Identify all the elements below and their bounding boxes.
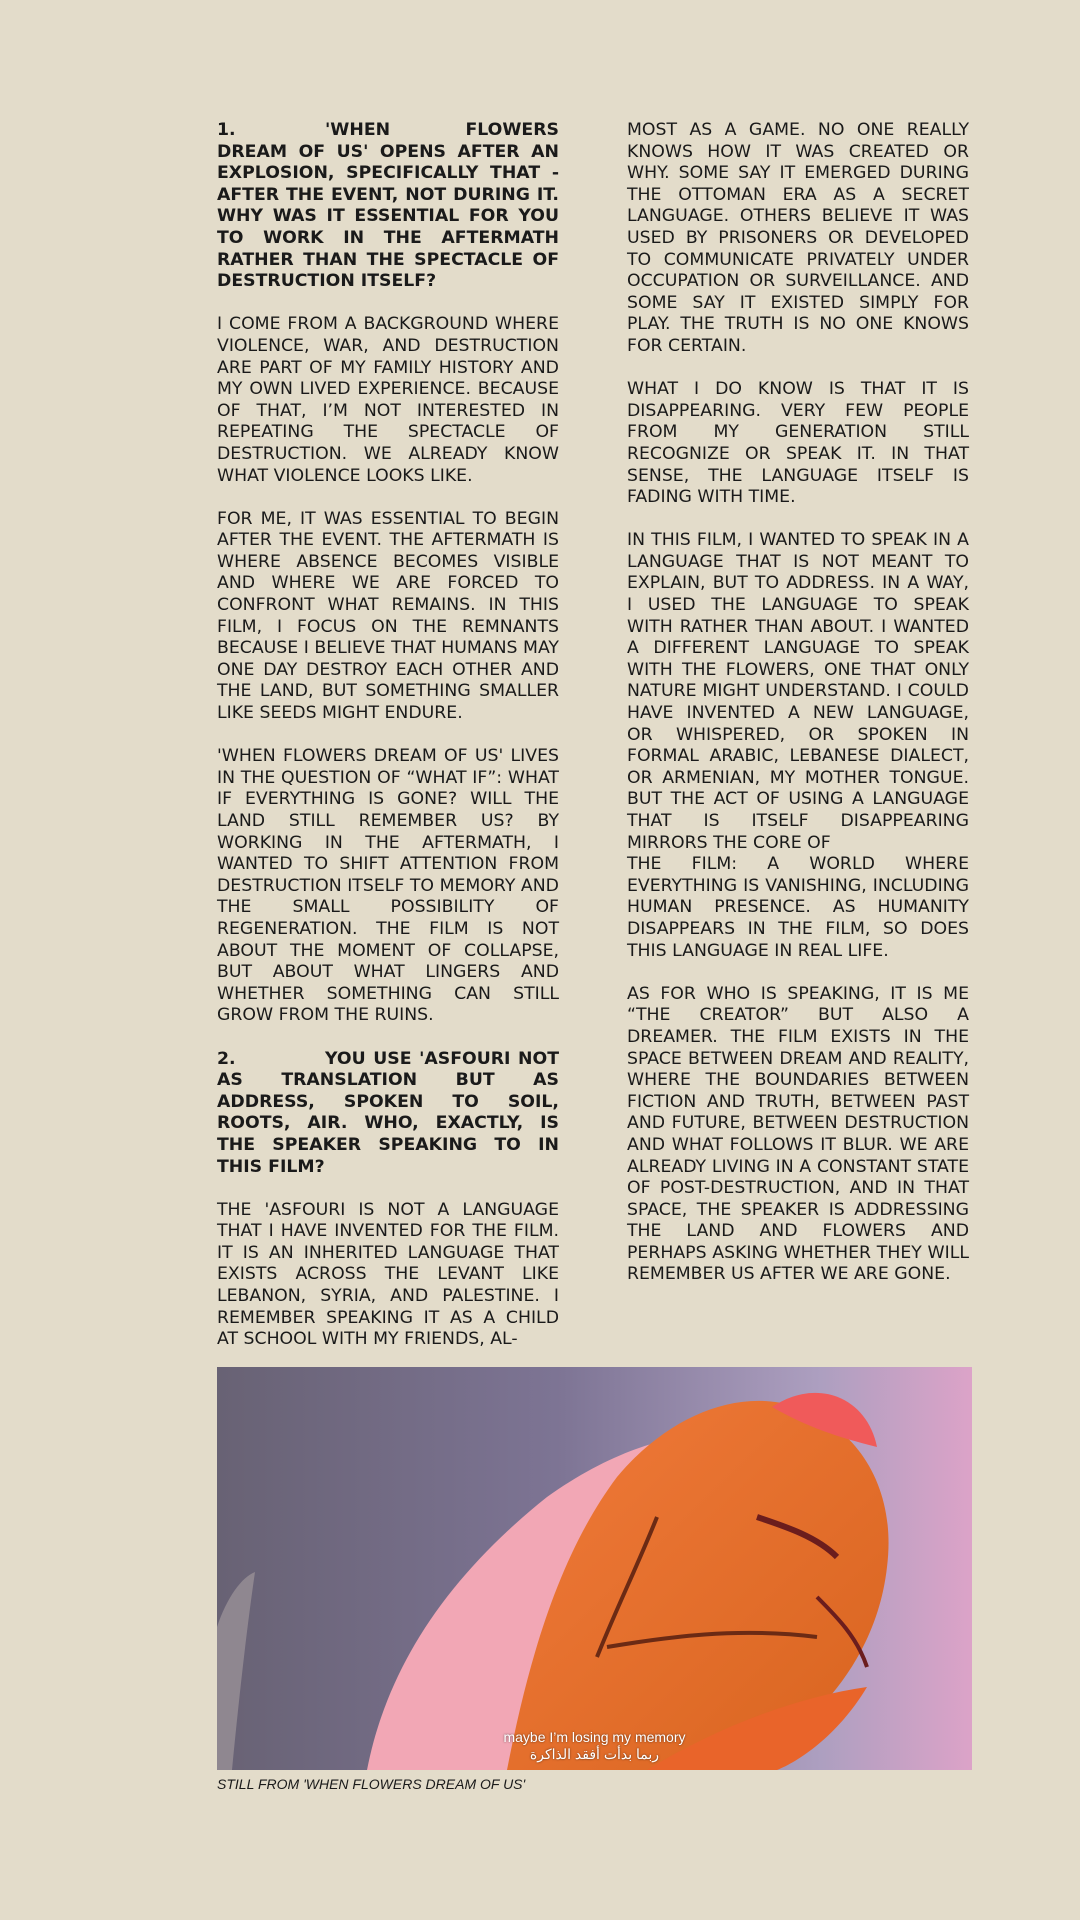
right-column	[627, 120, 969, 1308]
left-column	[217, 120, 559, 1372]
answer-paragraph: AS FOR WHO IS SPEAKING, IT IS ME “THE CREATOR” BUT ALSO A DREAMER. THE FILM EXISTS IN THE SPACE BETWEEN DREAM AND REALITY, WHERE THE BOUNDARIES BETWEEN FICTION AND TRUTH, BETWEEN PAST AND FUTURE, BETWEEN DESTRUCTION AND WHAT FOLLOWS IT BLUR. WE ARE ALREADY LIVING IN A CONSTANT STATE OF POST-DESTRUCTION, AND IN THAT SPACE, THE SPEAKER IS ADDRESSING THE LAND AND FLOWERS AND PERHAPS ASKING WHETHER THEY WILL REMEMBER US AFTER WE ARE GONE.	[627, 983, 969, 1285]
film-still	[217, 1367, 972, 1770]
answer-paragraph: 'WHEN FLOWERS DREAM OF US' LIVES IN THE QUESTION OF “WHAT IF”: WHAT IF EVERYTHING IS GONE? WILL THE LAND STILL REMEMBER US? BY WORKING IN THE AFTERMATH, I WANTED TO SHIFT ATTENTION FROM DESTRUCTION ITSELF TO MEMORY AND THE SMALL POSSIBILITY OF REGENERATION. THE FILM IS NOT ABOUT THE MOMENT OF COLLAPSE, BUT ABOUT WHAT LINGERS AND WHETHER SOMETHING CAN STILL GROW FROM THE RUINS.	[217, 746, 559, 1026]
answer-paragraph: I COME FROM A BACKGROUND WHERE VIOLENCE, WAR, AND DESTRUCTION ARE PART OF MY FAMILY HISTORY AND MY OWN LIVED EXPERIENCE. BECAUSE OF THAT, I’M NOT INTERESTED IN REPEATING THE SPECTACLE OF DESTRUCTION. WE ALREADY KNOW WHAT VIOLENCE LOOKS LIKE.	[217, 314, 559, 486]
question-2	[217, 1049, 559, 1179]
question-text: YOU USE 'ASFOURI NOT AS TRANSLATION BUT AS ADDRESS, SPOKEN TO SOIL, ROOTS, AIR. WHO, EXACTLY, IS THE SPEAKER SPEAKING TO IN THIS FILM?	[217, 1048, 559, 1177]
question-1	[217, 120, 559, 293]
answer-paragraph: IN THIS FILM, I WANTED TO SPEAK IN A LANGUAGE THAT IS NOT MEANT TO EXPLAIN, BUT TO ADDRESS. IN A WAY, I USED THE LANGUAGE TO SPEAK WITH RATHER THAN ABOUT. I WANTED A DIFFERENT LANGUAGE TO SPEAK WITH THE FLOWERS, ONE THAT ONLY NATURE MIGHT UNDERSTAND. I COULD HAVE INVENTED A NEW LANGUAGE, OR WHISPERED, OR SPOKEN IN FORMAL ARABIC, LEBANESE DIALECT, OR ARMENIAN, MY MOTHER TONGUE. BUT THE ACT OF USING A LANGUAGE THAT IS ITSELF DISAPPEARING MIRRORS THE CORE OF	[627, 530, 969, 853]
subtitle-english: maybe I’m losing my memory	[503, 1729, 686, 1745]
answer-paragraph: MOST AS A GAME. NO ONE REALLY KNOWS HOW IT WAS CREATED OR WHY. SOME SAY IT EMERGED DURING THE OTTOMAN ERA AS A SECRET LANGUAGE. OTHERS BELIEVE IT WAS USED BY PRISONERS OR DEVELOPED TO COMMUNICATE PRIVATELY UNDER OCCUPATION OR SURVEILLANCE. AND SOME SAY IT EXISTED SIMPLY FOR PLAY. THE TRUTH IS NO ONE KNOWS FOR CERTAIN.	[627, 120, 969, 356]
answer-paragraph: FOR ME, IT WAS ESSENTIAL TO BEGIN AFTER THE EVENT. THE AFTERMATH IS WHERE ABSENCE BECOMES VISIBLE AND WHERE WE ARE FORCED TO CONFRONT WHAT REMAINS. IN THIS FILM, I FOCUS ON THE REMNANTS BECAUSE I BELIEVE THAT HUMANS MAY ONE DAY DESTROY EACH OTHER AND THE LAND, BUT SOMETHING SMALLER LIKE SEEDS MIGHT ENDURE.	[217, 508, 559, 724]
question-text: 'WHEN FLOWERS DREAM OF US' OPENS AFTER AN EXPLOSION, SPECIFICALLY THAT - AFTER THE EVENT, NOT DURING IT. WHY WAS IT ESSENTIAL FOR YOU TO WORK IN THE AFTERMATH RATHER THAN THE SPECTACLE OF DESTRUCTION ITSELF?	[217, 120, 559, 292]
answer-paragraph: WHAT I DO KNOW IS THAT IT IS DISAPPEARING. VERY FEW PEOPLE FROM MY GENERATION STILL RECOGNIZE OR SPEAK IT. IN THAT SENSE, THE LANGUAGE ITSELF IS FADING WITH TIME.	[627, 379, 969, 508]
subtitle	[217, 1729, 972, 1763]
question-number: 2.	[217, 1048, 236, 1069]
subtitle-arabic: ربما بدأت أفقد الذاكرة	[529, 1746, 660, 1762]
question-number: 1.	[217, 120, 236, 140]
tulip-image	[217, 1367, 972, 1770]
answer-paragraph: THE 'ASFOURI IS NOT A LANGUAGE THAT I HAVE INVENTED FOR THE FILM. IT IS AN INHERITED LANGUAGE THAT EXISTS ACROSS THE LEVANT LIKE LEBANON, SYRIA, AND PALESTINE. I REMEMBER SPEAKING IT AS A CHILD AT SCHOOL WITH MY FRIENDS, AL-	[217, 1199, 559, 1350]
image-caption: STILL FROM 'WHEN FLOWERS DREAM OF US'	[217, 1776, 526, 1792]
answer-paragraph: THE FILM: A WORLD WHERE EVERYTHING IS VANISHING, INCLUDING HUMAN PRESENCE. AS HUMANITY DISAPPEARS IN THE FILM, SO DOES THIS LANGUAGE IN REAL LIFE.	[627, 854, 969, 961]
